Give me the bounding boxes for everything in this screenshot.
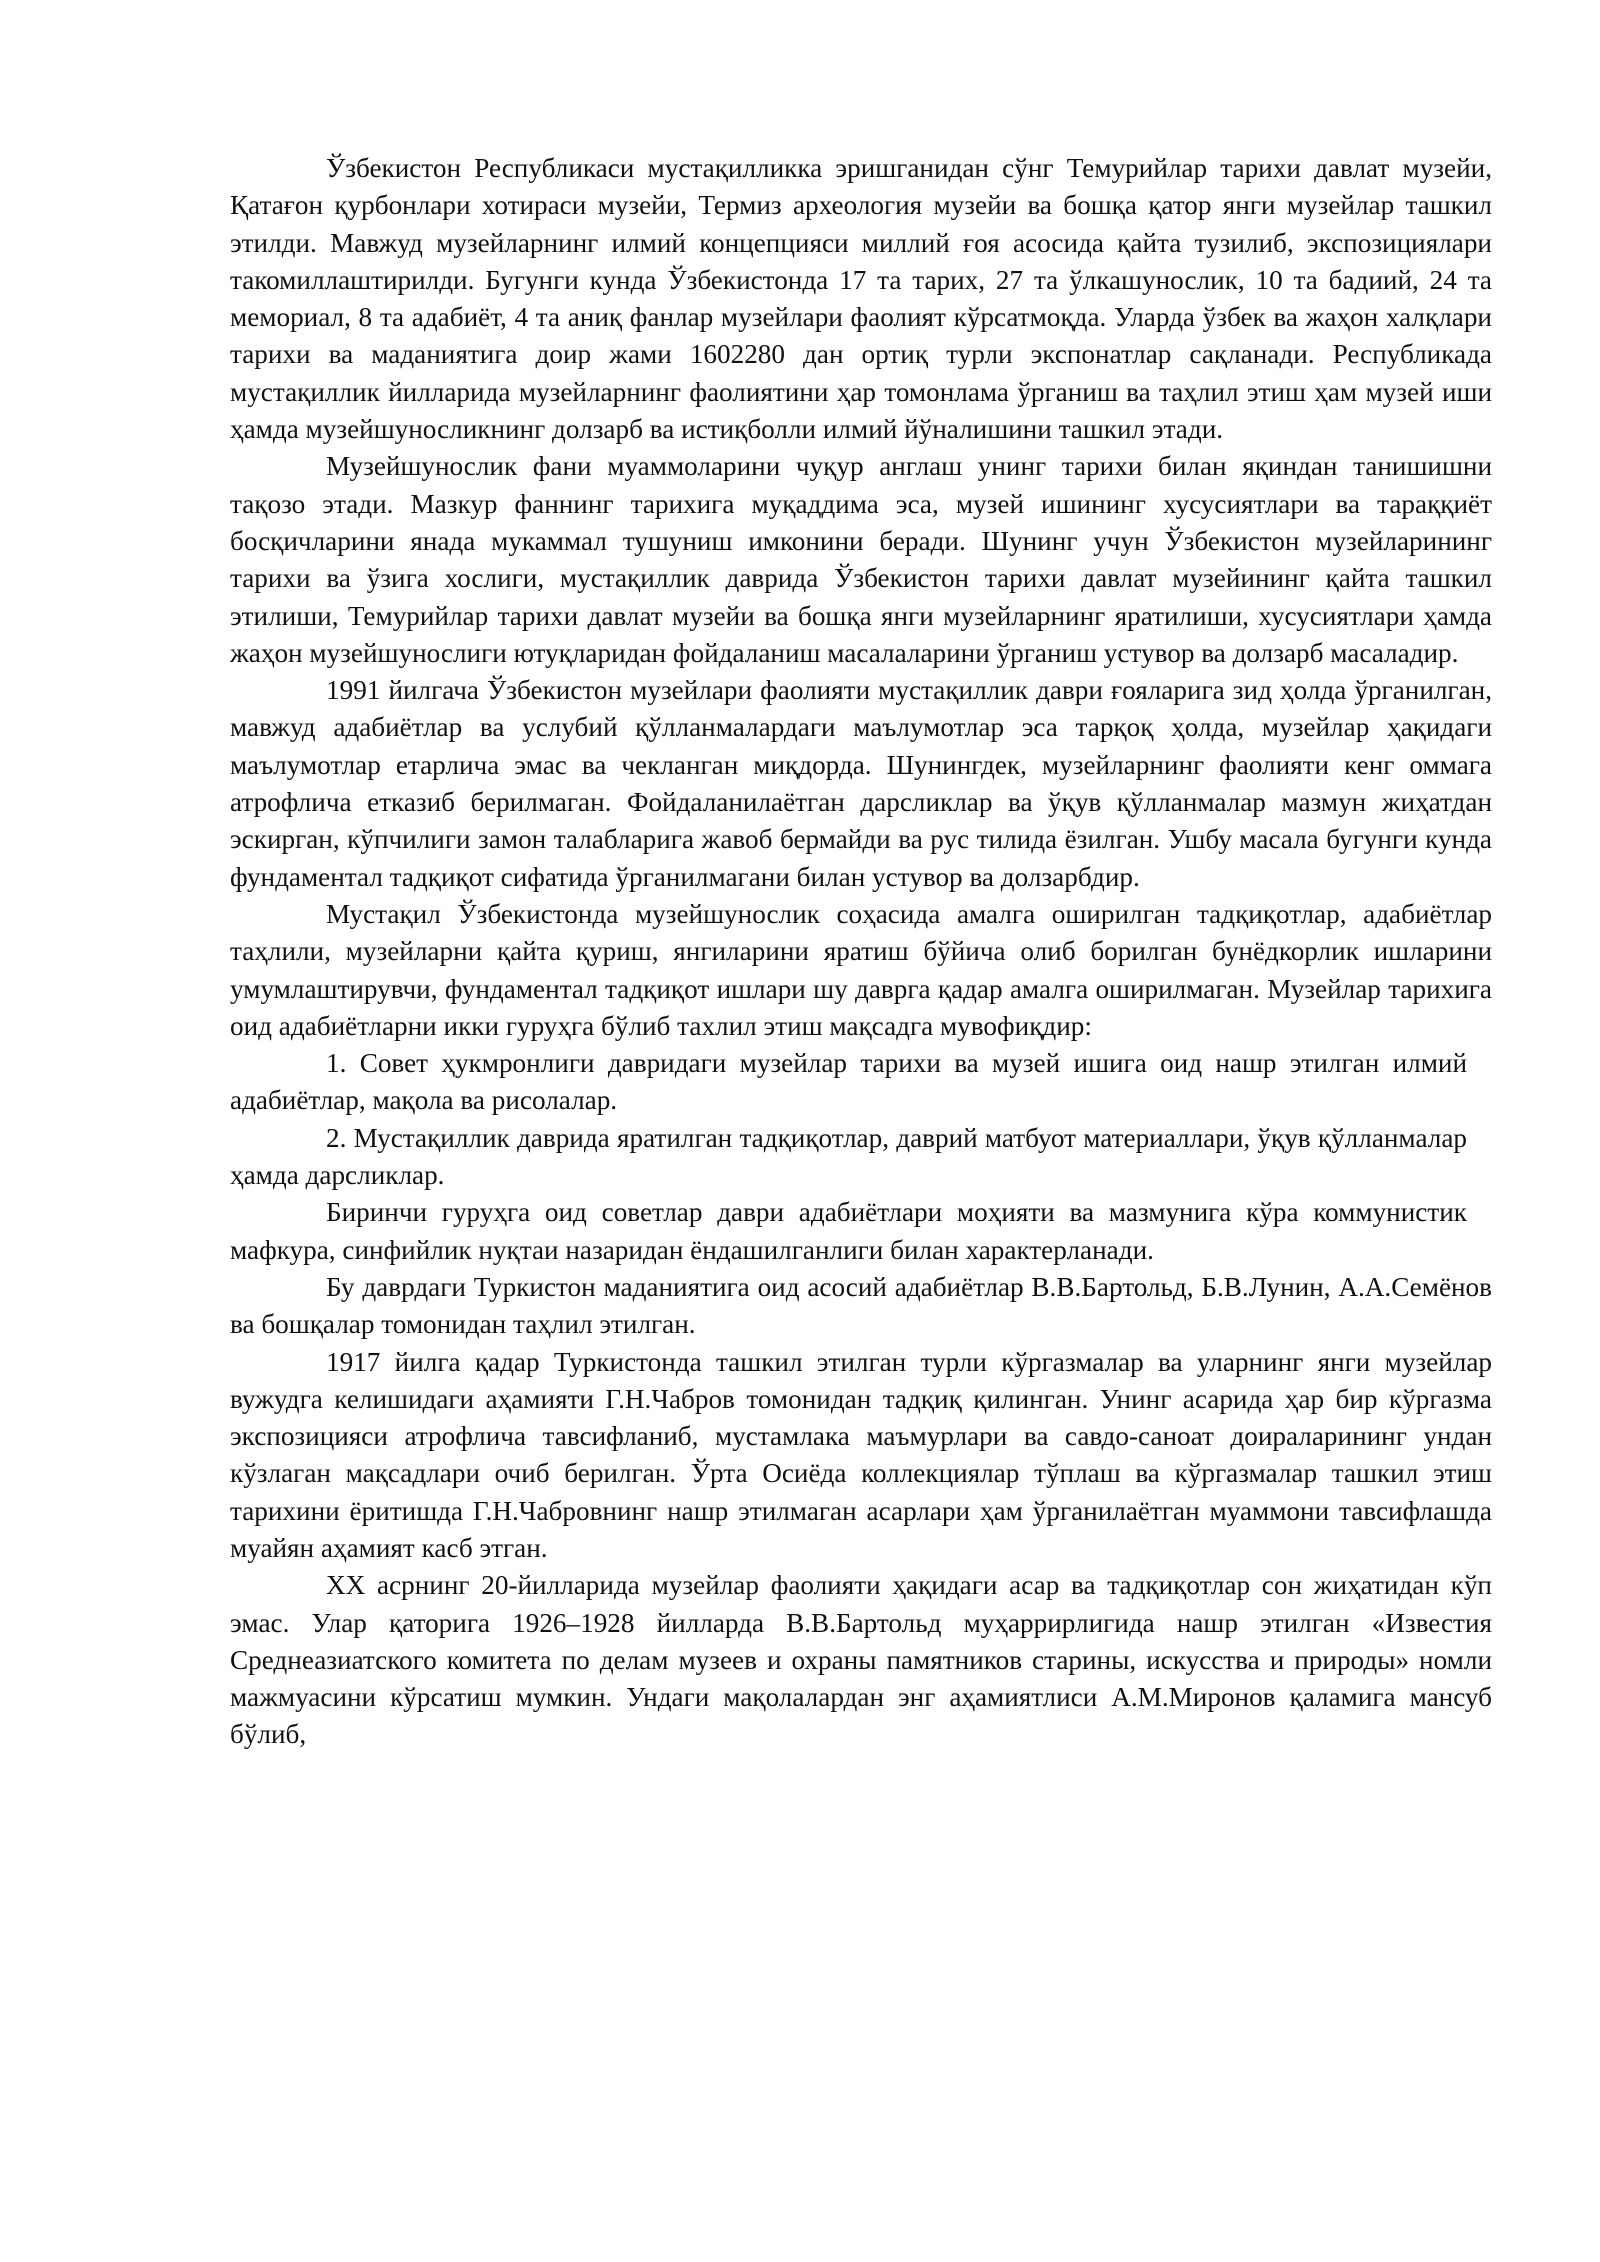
paragraph-turkestan-culture: Бу даврдаги Туркистон маданиятига оид асосий адабиётлар В.В.Бартольд, Б.В.Лунин, А.А.Семёнов ва бошқалар томонидан таҳлил этилган. xyxy=(230,1271,1492,1340)
paragraph-literature-groups: Мустақил Ўзбекистонда музейшунослик соҳасида амалга оширилган тадқиқотлар, адабиётлар таҳлили, музейларни қайта қуриш, янгиларини яратиш бўйича олиб борилган бунёдкорлик ишларини умумлаштирувчи, фундаментал тадқиқот ишлари шу даврга қадар амалга оширилмаган. Музейлар тарихига оид адабиётларни икки гуруҳга бўлиб тахлил этиш мақсадга мувофиқдир: xyxy=(230,898,1492,1041)
paragraph-museology-history: Музейшунослик фани муаммоларини чуқур англаш унинг тарихи билан яқиндан танишишни тақозо этади. Мазкур фаннинг тарихига муқаддима эса, музей ишининг хусусиятлари ва тараққиёт босқичларини янада мукаммал тушуниш имконини беради. Шунинг учун Ўзбекистон музейларининг тарихи ва ўзига хослиги, мустақиллик даврида Ўзбекистон тарихи давлат музейининг қайта ташкил этилиши, Темурийлар тарихи давлат музейи ва бошқа янги музейларнинг яратилиши, хусусиятлари ҳамда жаҳон музейшунослиги ютуқларидан фойдаланиш масалаларини ўрганиш устувор ва долзарб масаладир. xyxy=(230,451,1492,668)
paragraph-1917-exhibitions: 1917 йилга қадар Туркистонда ташкил этилган турли кўргазмалар ва уларнинг янги музейлар вужудга келишидаги аҳамияти Г.Н.Чабров томонидан тадқиқ қилинган. Унинг асарида ҳар бир кўргазма экспозицияси атрофлича тавсифланиб, мустамлака маъмурлари ва савдо-саноат доираларининг ундан кўзлаган мақсадлари очиб берилган. Ўрта Осиёда коллекциялар тўплаш ва кўргазмалар ташкил этиш тарихини ёритишда Г.Н.Чабровнинг нашр этилмаган асарлари ҳам ўрганилаётган муаммони тавсифлашда муайян аҳамият касб этган. xyxy=(230,1346,1492,1563)
paragraph-20th-century: ХХ асрнинг 20-йилларида музейлар фаолияти ҳақидаги асар ва тадқиқотлар сон жиҳатидан кўп эмас. Улар қаторига 1926–1928 йилларда В.В.Бартольд муҳаррирлигида нашр этилган «Известия Среднеазиатского комитета по делам музеев и охраны памятников старины, искусства и природы» номли мажмуасини кўрсатиш мумкин. Ундаги мақолалардан энг аҳамиятлиси А.М.Миронов қаламига мансуб бўлиб, xyxy=(230,1570,1492,1750)
paragraph-before-1991: 1991 йилгача Ўзбекистон музейлари фаолияти мустақиллик даври ғояларига зид ҳолда ўрганилган, мавжуд адабиётлар ва услубий қўлланмалардаги маълумотлар эса тарқоқ ҳолда, музейлар ҳақидаги маълумотлар етарлича эмас ва чекланган миқдорда. Шунингдек, музейларнинг фаолияти кенг оммага атрофлича етказиб берилмаган. Фойдаланилаётган дарсликлар ва ўқув қўлланмалар мазмун жиҳатдан эскирган, кўпчилиги замон талабларига жавоб бермайди ва рус тилида ёзилган. Ушбу масала бугунги кунда фундаментал тадқиқот сифатида ўрганилмагани билан устувор ва долзарбдир. xyxy=(230,675,1492,892)
paragraph-independence-museums: Ўзбекистон Республикаси мустақилликка эришганидан сўнг Темурийлар тарихи давлат музейи, Қатағон қурбонлари хотираси музейи, Термиз археология музейи ва бошқа қатор янги музейлар ташкил этилди. Мавжуд музейларнинг илмий концепцияси миллий ғоя асосида қайта тузилиб, экспозициялари такомиллаштирилди. Бугунги кунда Ўзбекистонда 17 та тарих, 27 та ўлкашунослик, 10 та бадиий, 24 та мемориал, 8 та адабиёт, 4 та аниқ фанлар музейлари фаолият кўрсатмоқда. Уларда ўзбек ва жаҳон халқлари тарихи ва маданиятига доир жами 1602280 дан ортиқ турли экспонатлар сақланади. Республикада мустақиллик йилларида музейларнинг фаолиятини ҳар томонлама ўрганиш ва таҳлил этиш ҳам музей иши ҳамда музейшуносликнинг долзарб ва истиқболли илмий йўналишини ташкил этади. xyxy=(230,153,1492,445)
list-item-soviet-literature: 1. Совет ҳукмронлиги давридаги музейлар тарихи ва музей ишига оид нашр этилган илмий адабиётлар, мақола ва рисолалар. xyxy=(230,1048,1467,1116)
document-page xyxy=(230,150,1492,1754)
list-item-independence-literature: 2. Мустақиллик даврида яратилган тадқиқотлар, даврий матбуот материаллари, ўқув қўлланмалар ҳамда дарсликлар. xyxy=(230,1122,1467,1191)
paragraph-first-group: Биринчи гуруҳга оид советлар даври адабиётлари моҳияти ва мазмунига кўра коммунистик мафкура, синфийлик нуқтаи назаридан ёндашилганлиги билан характерланади. xyxy=(230,1197,1467,1265)
